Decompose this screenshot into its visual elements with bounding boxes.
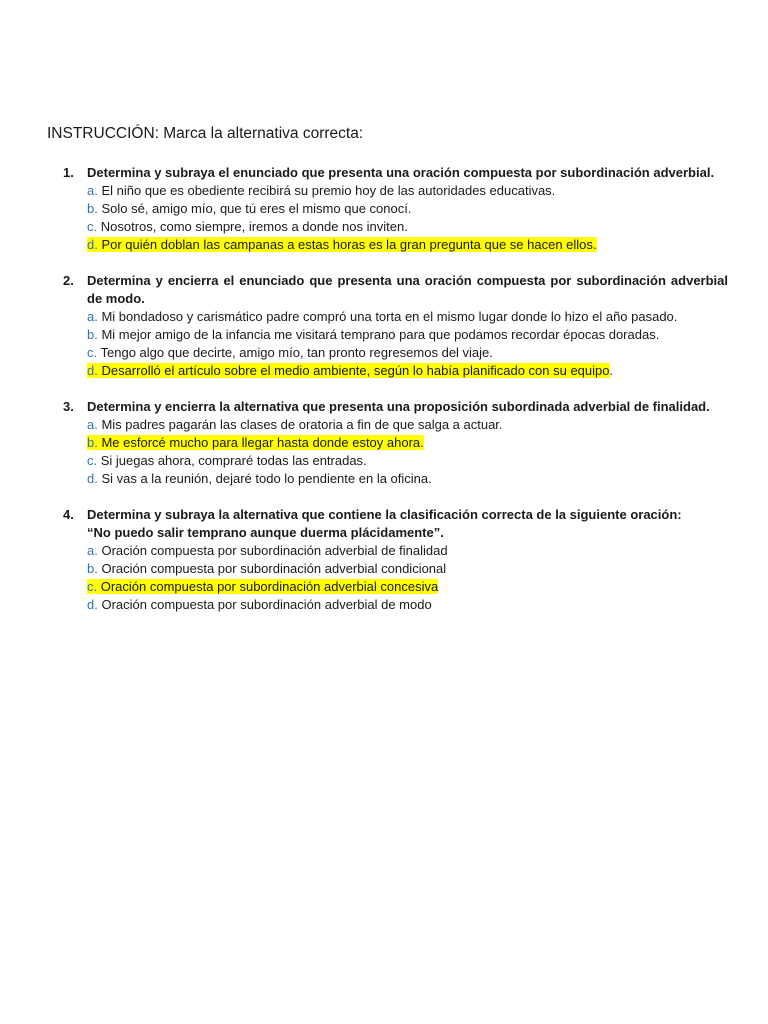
question-quote: “No puedo salir temprano aunque duerma plácidamente”. bbox=[87, 525, 444, 540]
option-letter: a. bbox=[87, 417, 98, 432]
option-text: Mi mejor amigo de la infancia me visitará temprano para que podamos recordar épocas doradas. bbox=[97, 327, 660, 342]
option-text: Por quién doblan las campanas a estas horas es la gran pregunta que se hacen ellos. bbox=[97, 237, 597, 252]
answer-highlight bbox=[87, 363, 610, 378]
option-letter: a. bbox=[87, 543, 98, 558]
option-text: El niño que es obediente recibirá su premio hoy de las autoridades educativas. bbox=[97, 183, 556, 198]
option-text: Si juegas ahora, compraré todas las entradas. bbox=[97, 453, 367, 468]
option-text: Si vas a la reunión, dejaré todo lo pendiente en la oficina. bbox=[97, 471, 432, 486]
option-text: Desarrolló el artículo sobre el medio ambiente, según lo había planificado con su equipo bbox=[97, 363, 610, 378]
option-letter: c. bbox=[87, 579, 98, 594]
question-3 bbox=[56, 398, 728, 488]
option-a bbox=[87, 182, 728, 200]
option-d-highlighted bbox=[87, 362, 728, 380]
option-text: Mi bondadoso y carismático padre compró una torta en el mismo lugar donde lo hizo el año pasado. bbox=[97, 309, 678, 324]
option-d-highlighted bbox=[87, 236, 728, 254]
option-a bbox=[87, 416, 728, 434]
option-text: Solo sé, amigo mío, que tú eres el mismo que conocí. bbox=[97, 201, 412, 216]
option-text: Tengo algo que decirte, amigo mío, tan pronto regresemos del viaje. bbox=[97, 345, 493, 360]
answer-highlight bbox=[87, 579, 438, 594]
option-letter: d. bbox=[87, 471, 98, 486]
option-letter: b. bbox=[87, 201, 98, 216]
option-letter: a. bbox=[87, 309, 98, 324]
option-letter: b. bbox=[87, 327, 98, 342]
question-stem: Determina y encierra la alternativa que presenta una proposición subordinada adverbial de finalidad. bbox=[87, 399, 710, 414]
question-stem: Determina y subraya el enunciado que presenta una oración compuesta por subordinación adverbial. bbox=[87, 165, 715, 180]
option-letter: c. bbox=[87, 345, 98, 360]
option-trailing-period: . bbox=[609, 363, 614, 378]
option-b bbox=[87, 560, 728, 578]
option-text: Mis padres pagarán las clases de oratoria a fin de que salga a actuar. bbox=[97, 417, 503, 432]
question-2 bbox=[56, 272, 728, 380]
instruction-line bbox=[47, 124, 363, 144]
question-stem bbox=[87, 506, 728, 542]
option-a bbox=[87, 308, 728, 326]
option-c-highlighted bbox=[87, 578, 728, 596]
option-a bbox=[87, 542, 728, 560]
option-c bbox=[87, 218, 728, 236]
option-c bbox=[87, 452, 728, 470]
answer-highlight bbox=[87, 435, 424, 450]
option-text: Oración compuesta por subordinación adverbial de modo bbox=[97, 597, 432, 612]
option-text: Oración compuesta por subordinación adverbial de finalidad bbox=[97, 543, 448, 558]
option-letter: c. bbox=[87, 219, 98, 234]
option-text: Oración compuesta por subordinación adverbial condicional bbox=[97, 561, 447, 576]
question-number: 1. bbox=[63, 165, 74, 180]
question-stem-text: Determina y subraya la alternativa que contiene la clasificación correcta de la siguiente oración: bbox=[87, 507, 682, 522]
option-letter: d. bbox=[87, 363, 98, 378]
option-letter: b. bbox=[87, 435, 98, 450]
option-letter: d. bbox=[87, 597, 98, 612]
question-list bbox=[56, 164, 728, 632]
option-d bbox=[87, 470, 728, 488]
option-letter: d. bbox=[87, 237, 98, 252]
answer-highlight bbox=[87, 237, 597, 252]
option-letter: b. bbox=[87, 561, 98, 576]
option-b bbox=[87, 200, 728, 218]
option-text: Oración compuesta por subordinación adverbial concesiva bbox=[97, 579, 439, 594]
instruction-label: INSTRUCCIÓN: bbox=[47, 125, 159, 142]
option-c bbox=[87, 344, 728, 362]
option-b bbox=[87, 326, 728, 344]
question-number: 2. bbox=[63, 273, 74, 288]
question-1 bbox=[56, 164, 728, 254]
option-b-highlighted bbox=[87, 434, 728, 452]
question-number: 3. bbox=[63, 399, 74, 414]
question-4 bbox=[56, 506, 728, 614]
question-stem: Determina y encierra el enunciado que presenta una oración compuesta por subordinación adverbial de modo. bbox=[87, 273, 728, 306]
question-number: 4. bbox=[63, 507, 74, 522]
instruction-text: Marca la alternativa correcta: bbox=[158, 125, 364, 142]
option-text: Nosotros, como siempre, iremos a donde nos inviten. bbox=[97, 219, 408, 234]
option-letter: a. bbox=[87, 183, 98, 198]
option-letter: c. bbox=[87, 453, 98, 468]
option-d bbox=[87, 596, 728, 614]
option-text: Me esforcé mucho para llegar hasta donde estoy ahora. bbox=[97, 435, 424, 450]
